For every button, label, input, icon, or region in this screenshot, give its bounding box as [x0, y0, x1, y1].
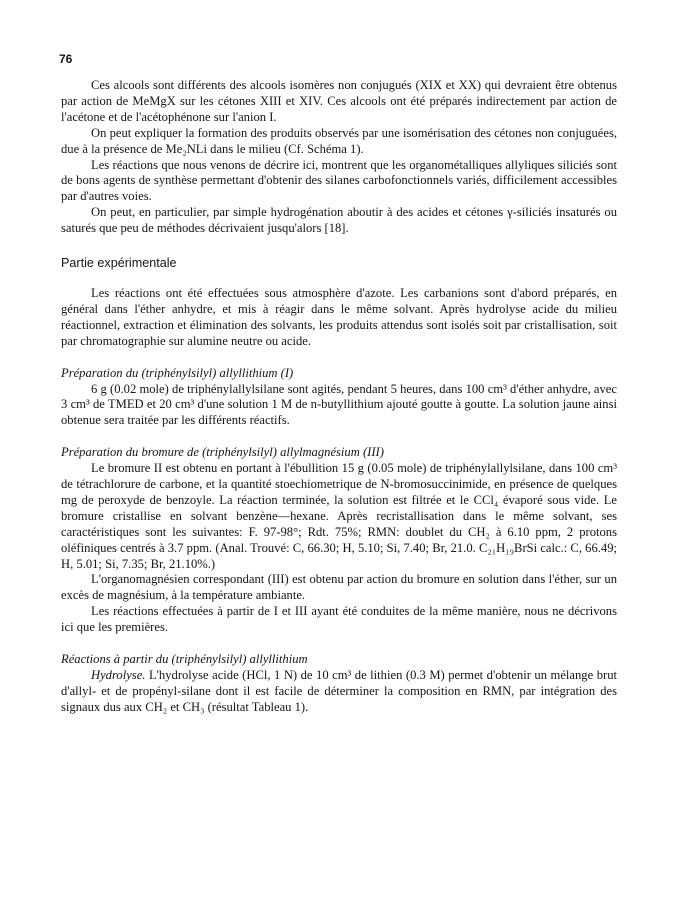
- page-body: [61, 78, 617, 716]
- reactions-paragraph-1: [61, 668, 617, 716]
- subheading-prep-allyllithium: Préparation du (triphénylsilyl) allyllithium (I): [61, 365, 294, 380]
- run-in-hydrolyse: Hydrolyse.: [91, 668, 146, 682]
- prep-allylmagnesium-paragraph-2: L'organomagnésien correspondant (III) est obtenu par action du bromure en solution dans l'éther, sur un excès de magnésium, à la température ambiante.: [61, 572, 617, 603]
- intro-paragraph-4: On peut, en particulier, par simple hydrogénation aboutir à des acides et cétones γ-siliciés insaturés ou saturés que peu de méthodes décrivaient jusqu'alors [18].: [61, 205, 617, 236]
- intro-paragraph-2: On peut expliquer la formation des produits observés par une isomérisation des cétones non conjuguées, due à la présence de Me₂NLi dans le milieu (Cf. Schéma 1).: [61, 125, 617, 156]
- intro-paragraph-3: Les réactions que nous venons de décrire ici, montrent que les organométalliques allyliques siliciés sont de bons agents de synthèse permettant d'obtenir des silanes carbofonctionnels variés, difficilement accessibles par d'autres voies.: [61, 157, 617, 204]
- subheading-reactions: Réactions à partir du (triphénylsilyl) allyllithium: [61, 652, 308, 667]
- reactions-paragraph-text: L'hydrolyse acide (HCl, 1 N) de 10 cm³ de lithien (0.3 M) permet d'obtenir un mélange brut d'allyl- et de propényl-silane dont il est facile de déterminer la composition en RMN, par intégration des signaux dus aux CH₂ et CH₃ (résultat Tableau 1).: [61, 668, 617, 714]
- prep-allylmagnesium-paragraph-3: Les réactions effectuées à partir de I et III ayant été conduites de la même manière, nous ne décrivons ici que les premières.: [61, 604, 617, 635]
- intro-paragraph-1: Ces alcools sont différents des alcools isomères non conjugués (XIX et XX) qui devraient être obtenus par action de MeMgX sur les cétones XIII et XIV. Ces alcools ont été préparés indirectement par action de l'acétone et de l'acétophénone sur l'anion I.: [61, 78, 617, 124]
- section-heading-experimental: Partie expérimentale: [61, 256, 177, 271]
- experimental-paragraph-1: Les réactions ont été effectuées sous atmosphère d'azote. Les carbanions sont d'abord préparés, en général dans l'éther anhydre, et mis à réagir dans le même solvant. Après hydrolyse acide du milieu réactionnel, extraction et élimination des solvants, les produits attendus sont isolés soit par cristallisation, soit par chromatographie sur alumine neutre ou acide.: [61, 285, 617, 348]
- prep-allyllithium-paragraph: 6 g (0.02 mole) de triphénylallylsilane sont agités, pendant 5 heures, dans 100 cm³ d'éther anhydre, avec 3 cm³ de TMED et 20 cm³ d'une solution 1 M de n-butyllithium ajouté goutte à goutte. La solution jaune ainsi obtenue sera traitée par les différents réactifs.: [61, 381, 617, 428]
- page-number: 76: [59, 52, 73, 66]
- subheading-prep-allylmagnesium: Préparation du bromure de (triphénylsilyl) allylmagnésium (III): [61, 445, 384, 460]
- prep-allylmagnesium-paragraph-1: Le bromure II est obtenu en portant à l'ébullition 15 g (0.05 mole) de triphénylallylsilane, dans 100 cm³ de tétrachlorure de carbone, et la quantité stoechiometrique de N-bromosuccinimide, en présence de quelques mg de peroxyde de benzoyle. La réaction terminée, la solution est filtrée et le CCl₄ évaporé sous vide. Le bromure cristallise en solvant benzène—hexane. Après recristallisation dans le même solvant, ses caractéristiques sont les suivantes: F. 97-98°; Rdt. 75%; RMN: doublet du CH₂ à 6.10 ppm, 2 protons oléfiniques centrés à 3.7 ppm. (Anal. Trouvé: C, 66.30; H, 5.10; Si, 7.40; Br, 21.0. C₂₁H₁₉BrSi calc.: C, 66.49; H, 5.01; Si, 7.35; Br, 21.10%.): [61, 461, 617, 571]
